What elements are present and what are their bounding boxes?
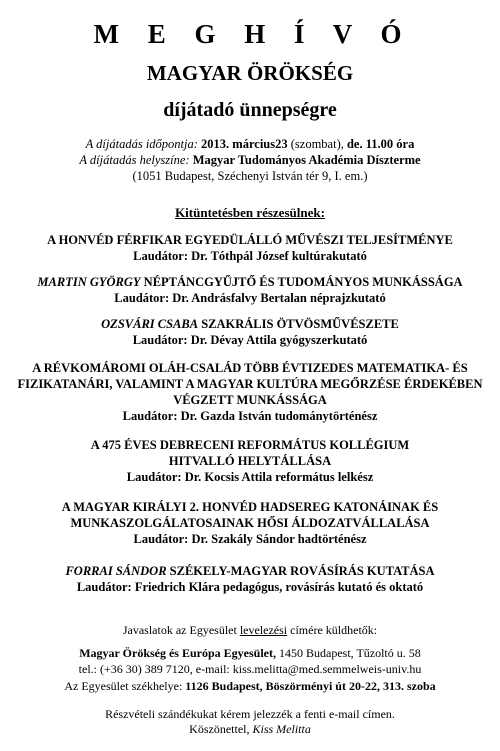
date-line bbox=[0, 136, 500, 152]
date-value: 2013. március23 bbox=[201, 137, 288, 151]
time-value: de. 11.00 óra bbox=[346, 137, 415, 151]
award-laudator: Laudátor: Dr. Tóthpál József kultúrakutató bbox=[133, 249, 367, 263]
event-info bbox=[0, 136, 500, 184]
rsvp-block bbox=[0, 707, 500, 737]
award-text: A MAGYAR KIRÁLYI 2. HONVÉD HADSEREG KATONÁINAK ÉS MUNKASZOLGÁLATOSAINAK HŐSI ÁLDOZATVÁLLALÁSA bbox=[61, 500, 439, 530]
award-item bbox=[10, 274, 490, 306]
award-text: SZAKRÁLIS ÖTVÖSMŰVÉSZETE bbox=[201, 317, 399, 331]
contact-intro-post: címére küldhetők: bbox=[290, 623, 378, 637]
signer-name: Kiss Melitta bbox=[252, 722, 311, 736]
award-text: A HONVÉD FÉRFIKAR EGYEDÜLÁLLÓ MŰVÉSZI TELJESÍTMÉNYE bbox=[47, 233, 453, 247]
rsvp-line: Részvételi szándékukat kérem jelezzék a fenti e-mail címen. bbox=[105, 707, 395, 721]
award-laudator: Laudátor: Dr. Andrásfalvy Bertalan néprajzkutató bbox=[114, 291, 386, 305]
award-title bbox=[6, 360, 494, 408]
org-address: 1450 Budapest, Tűzoltó u. 58 bbox=[279, 645, 421, 660]
date-paren: (szombat), bbox=[290, 137, 344, 151]
award-title bbox=[10, 274, 490, 290]
contact-intro-underlined: levelezési bbox=[239, 623, 288, 637]
seat-line bbox=[0, 678, 500, 695]
contact-block bbox=[0, 622, 500, 694]
award-laudator: Laudátor: Friedrich Klára pedagógus, rovásírás kutató és oktató bbox=[76, 580, 424, 594]
award-item bbox=[10, 232, 490, 264]
award-item bbox=[6, 360, 494, 424]
seat-label: Az Egyesület székhelye: bbox=[64, 678, 183, 693]
award-title bbox=[90, 437, 410, 469]
org-line bbox=[0, 645, 500, 662]
award-item bbox=[10, 316, 490, 348]
award-title bbox=[10, 563, 490, 579]
address-line: (1051 Budapest, Széchenyi István tér 9, I. em.) bbox=[132, 169, 368, 183]
signature-line bbox=[0, 722, 500, 737]
award-name: OZSVÁRI CSABA bbox=[101, 317, 199, 331]
award-title bbox=[10, 232, 490, 248]
award-text: A 475 ÉVES DEBRECENI REFORMÁTUS KOLLÉGIUM HITVALLÓ HELYTÁLLÁSA bbox=[90, 438, 410, 468]
seat-value: 1126 Budapest, Böszörményi út 20-22, 313. szoba bbox=[185, 678, 436, 693]
award-item bbox=[90, 437, 410, 485]
award-item bbox=[10, 563, 490, 595]
award-laudator: Laudátor: Dr. Gazda István tudománytörténész bbox=[122, 409, 378, 423]
event-subtitle: díjátadó ünnepségre bbox=[163, 99, 337, 121]
award-laudator: Laudátor: Dr. Kocsis Attila református lelkész bbox=[126, 470, 374, 484]
award-text: A RÉVKOMÁROMI OLÁH-CSALÁD TÖBB ÉVTIZEDES MATEMATIKA- ÉS FIZIKATANÁRI, VALAMINT A MAGYAR KULTÚRA MEGŐRZÉSE ÉRDEKÉBEN VÉGZETT MUNKÁSSÁGA bbox=[17, 361, 483, 407]
award-name: FORRAI SÁNDOR bbox=[65, 564, 167, 578]
venue-label: A díjátadás helyszíne: bbox=[79, 153, 190, 167]
honorees-heading: Kitüntetésben részesülnek: bbox=[175, 205, 325, 220]
award-laudator: Laudátor: Dr. Dévay Attila gyógyszerkutató bbox=[132, 333, 368, 347]
award-title bbox=[10, 316, 490, 332]
contact-intro-pre: Javaslatok az Egyesület bbox=[122, 623, 237, 637]
award-title bbox=[40, 499, 460, 531]
award-text: SZÉKELY-MAGYAR ROVÁSÍRÁS KUTATÁSA bbox=[169, 564, 435, 578]
org-name: Magyar Örökség és Európa Egyesület, bbox=[79, 645, 276, 660]
contact-intro bbox=[0, 622, 500, 639]
award-item bbox=[40, 499, 460, 547]
award-name: MARTIN GYÖRGY bbox=[37, 275, 141, 289]
date-label: A díjátadás időpontja: bbox=[85, 137, 198, 151]
award-text: NÉPTÁNCGYŰJTŐ ÉS TUDOMÁNYOS MUNKÁSSÁGA bbox=[143, 275, 463, 289]
thanks-text: Köszönettel, bbox=[189, 722, 250, 736]
page-title: M E G H Í V Ó bbox=[93, 19, 413, 49]
phone-line: tel.: (+36 30) 389 7120, e-mail: kiss.melitta@med.semmelweis-univ.hu bbox=[78, 662, 422, 676]
award-laudator: Laudátor: Dr. Szakály Sándor hadtörténész bbox=[133, 532, 367, 546]
subtitle: MAGYAR ÖRÖKSÉG bbox=[146, 61, 354, 85]
venue-line bbox=[0, 152, 500, 168]
venue-value: Magyar Tudományos Akadémia Díszterme bbox=[192, 153, 421, 167]
